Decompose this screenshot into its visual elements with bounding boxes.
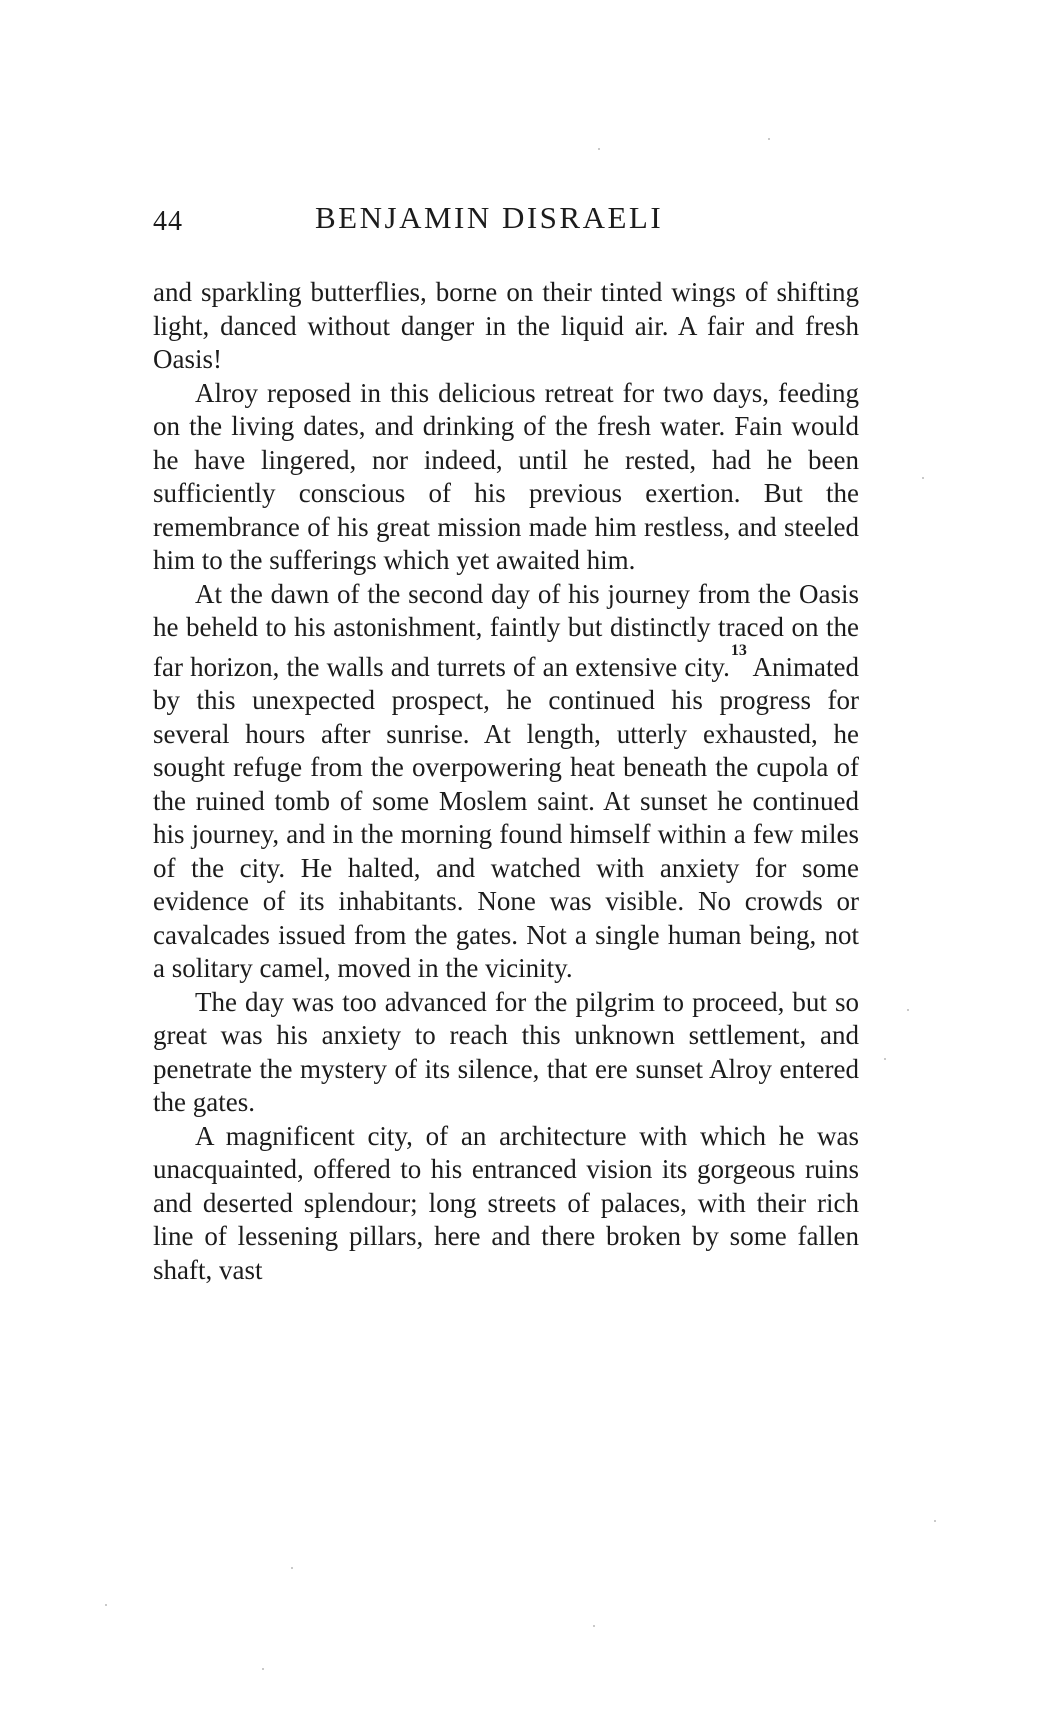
running-title: BENJAMIN DISRAELI	[315, 200, 664, 235]
body-text	[153, 276, 859, 1287]
paragraph-4: The day was too advanced for the pilgrim to proceed, but so great was his anxiety to reach this unknown settlement, and penetrate the mystery of its silence, that ere sunset Alroy entered the gates.	[153, 986, 859, 1117]
paper-speck	[262, 1668, 264, 1670]
paper-speck	[291, 1567, 293, 1569]
paragraph-1: and sparkling butterflies, borne on their tinted wings of shifting light, danced without danger in the liquid air. A fair and fresh Oasis!	[153, 277, 859, 374]
paper-speck	[884, 1058, 886, 1060]
footnote-reference: 13	[730, 641, 747, 659]
paper-speck	[907, 1009, 909, 1011]
paragraph-5: A magnificent city, of an architecture with which he was unacquainted, offered to his entranced vision its gorgeous ruins and deserted splendour; long streets of palaces, with their rich line of lessening pillars, here and there broken by some fallen shaft, vast	[153, 1120, 859, 1285]
paper-speck	[922, 477, 924, 479]
paper-speck	[593, 1625, 595, 1627]
page-number: 44	[153, 206, 183, 237]
paragraph-2: Alroy reposed in this delicious retreat for two days, feeding on the living dates, and drinking of the fresh water. Fain would he have lingered, nor indeed, until he rested, had he been sufficiently conscious of his previous exertion. But the remembrance of his great mission made him restless, and steeled him to the sufferings which yet awaited him.	[153, 377, 859, 575]
paper-speck	[768, 138, 770, 140]
paragraph-3: At the dawn of the second day of his journey from the Oasis he beheld to his astonishment, faintly but distinctly traced on the far horizon, the walls and turrets of an extensive city.$^{13}$ Animated by this unexpected prospect, he continued his progress for several hours after sunrise. At length, utterly exhausted, he sought refuge from the overpowering heat beneath the cupola of the ruined tomb of some Moslem saint. At sunset he continued his journey, and in the morning found himself within a few miles of the city. He halted, and watched with anxiety for some evidence of its inhabitants. None was visible. No crowds or cavalcades issued from the gates. Not a single human being, not a solitary camel, moved in the vicinity.	[153, 578, 860, 983]
paper-speck	[934, 1520, 936, 1522]
paper-speck	[105, 1604, 107, 1606]
paper-speck	[598, 148, 600, 150]
running-head	[153, 200, 859, 246]
